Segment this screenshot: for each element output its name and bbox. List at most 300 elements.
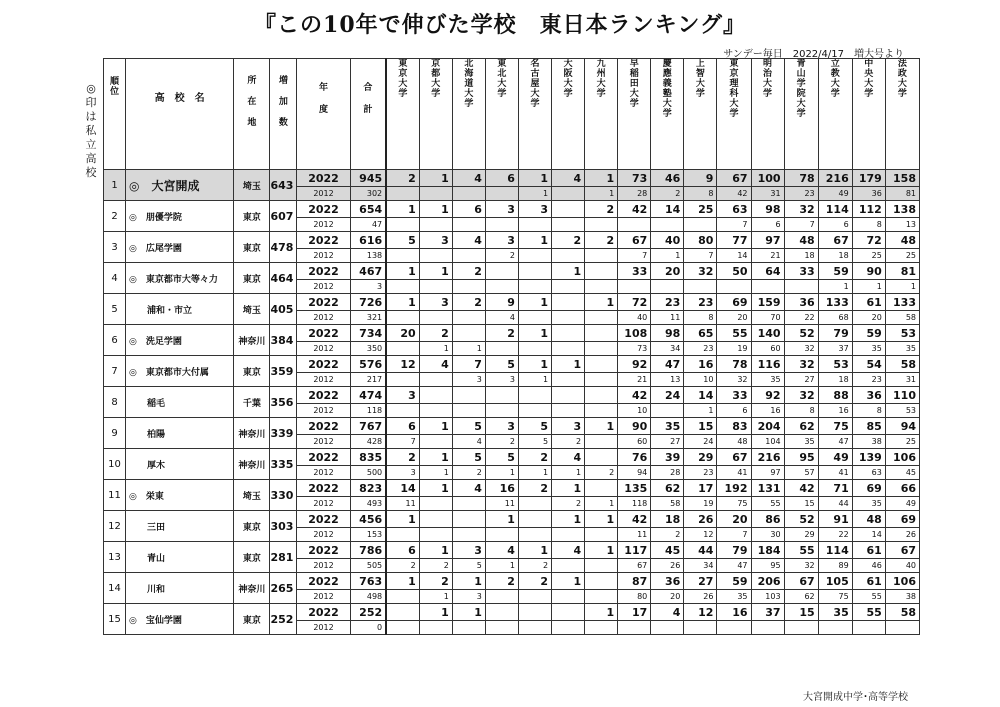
header-university: 東 京 理 科 大 学	[717, 59, 751, 170]
year-cell: 2022	[297, 325, 350, 342]
count-cell: 34	[651, 342, 684, 356]
count-cell: 1	[552, 480, 585, 497]
count-cell: 2	[552, 497, 585, 511]
total-cell: 3	[350, 280, 386, 294]
school-name: 川和	[126, 573, 234, 604]
increase-cell: 265	[270, 573, 297, 604]
count-cell: 31	[751, 187, 784, 201]
count-cell: 192	[717, 480, 751, 497]
count-cell: 49	[818, 187, 852, 201]
rank-cell: 8	[104, 387, 126, 418]
count-cell: 50	[717, 263, 751, 280]
table-row	[104, 604, 920, 621]
total-cell: 767	[350, 418, 386, 435]
ranking-table	[103, 58, 920, 635]
count-cell: 27	[784, 373, 818, 387]
count-cell: 97	[751, 466, 784, 480]
count-cell	[552, 604, 585, 621]
total-cell: 217	[350, 373, 386, 387]
count-cell: 1	[386, 201, 419, 218]
count-cell	[518, 280, 551, 294]
count-cell: 1	[452, 604, 485, 621]
count-cell: 25	[885, 435, 919, 449]
count-cell	[518, 311, 551, 325]
count-cell: 65	[684, 325, 717, 342]
count-cell: 133	[885, 294, 919, 311]
count-cell: 67	[618, 232, 651, 249]
count-cell: 112	[852, 201, 885, 218]
count-cell: 8	[852, 218, 885, 232]
count-cell: 5	[452, 559, 485, 573]
count-cell: 78	[784, 170, 818, 187]
count-cell	[419, 187, 452, 201]
increase-cell: 607	[270, 201, 297, 232]
increase-cell: 359	[270, 356, 297, 387]
count-cell: 55	[751, 497, 784, 511]
count-cell: 18	[818, 373, 852, 387]
increase-cell: 335	[270, 449, 297, 480]
school-name: ◎ 東京都市大付属	[126, 356, 234, 387]
count-cell: 216	[818, 170, 852, 187]
count-cell	[552, 373, 585, 387]
count-cell: 37	[751, 604, 784, 621]
count-cell: 24	[651, 387, 684, 404]
count-cell: 48	[852, 511, 885, 528]
count-cell: 46	[651, 170, 684, 187]
count-cell: 9	[684, 170, 717, 187]
count-cell	[585, 325, 618, 342]
count-cell	[552, 187, 585, 201]
count-cell: 59	[818, 263, 852, 280]
private-school-note: ◎ 印 は 私 立 高 校	[85, 82, 97, 179]
count-cell: 3	[419, 294, 452, 311]
location-cell: 東京	[234, 232, 270, 263]
table-row	[104, 387, 920, 404]
count-cell	[452, 311, 485, 325]
count-cell: 2	[585, 201, 618, 218]
count-cell	[552, 294, 585, 311]
total-cell: 252	[350, 604, 386, 621]
count-cell	[419, 511, 452, 528]
year-cell: 2022	[297, 542, 350, 559]
count-cell: 131	[751, 480, 784, 497]
count-cell: 38	[885, 590, 919, 604]
count-cell: 61	[852, 573, 885, 590]
count-cell: 37	[818, 342, 852, 356]
count-cell	[585, 573, 618, 590]
count-cell: 58	[885, 311, 919, 325]
count-cell: 7	[386, 435, 419, 449]
count-cell	[419, 387, 452, 404]
count-cell: 1	[386, 511, 419, 528]
count-cell: 4	[419, 356, 452, 373]
count-cell	[419, 621, 452, 635]
count-cell: 2	[651, 528, 684, 542]
location-cell: 東京	[234, 542, 270, 573]
count-cell: 1	[585, 294, 618, 311]
count-cell: 1	[419, 604, 452, 621]
count-cell	[552, 342, 585, 356]
count-cell	[585, 263, 618, 280]
count-cell: 2	[419, 573, 452, 590]
count-cell: 1	[419, 480, 452, 497]
table-row	[104, 201, 920, 218]
header-university: 慶 應 義 塾 大 学	[651, 59, 684, 170]
count-cell: 2	[452, 263, 485, 280]
header-school: 高 校 名	[126, 59, 234, 170]
count-cell: 44	[818, 497, 852, 511]
count-cell: 3	[386, 466, 419, 480]
count-cell: 106	[885, 573, 919, 590]
count-cell: 7	[717, 528, 751, 542]
count-cell: 5	[386, 232, 419, 249]
count-cell: 206	[751, 573, 784, 590]
count-cell: 79	[717, 542, 751, 559]
increase-cell: 281	[270, 542, 297, 573]
count-cell: 2	[552, 435, 585, 449]
count-cell	[651, 218, 684, 232]
count-cell: 32	[784, 342, 818, 356]
count-cell	[518, 249, 551, 263]
count-cell: 48	[784, 232, 818, 249]
count-cell: 92	[751, 387, 784, 404]
count-cell: 72	[852, 232, 885, 249]
count-cell: 1	[419, 466, 452, 480]
header-university: 名 古 屋 大 学	[518, 59, 551, 170]
total-cell: 498	[350, 590, 386, 604]
count-cell: 36	[784, 294, 818, 311]
count-cell: 140	[751, 325, 784, 342]
count-cell: 6	[452, 201, 485, 218]
total-cell: 493	[350, 497, 386, 511]
header-university: 早 稲 田 大 学	[618, 59, 651, 170]
count-cell: 80	[618, 590, 651, 604]
count-cell	[585, 387, 618, 404]
count-cell	[452, 218, 485, 232]
count-cell: 4	[552, 449, 585, 466]
count-cell: 16	[717, 604, 751, 621]
count-cell: 71	[818, 480, 852, 497]
count-cell	[386, 342, 419, 356]
count-cell: 1	[419, 590, 452, 604]
school-name: ◎ 大宮開成	[126, 170, 234, 201]
header-university: 法 政 大 学	[885, 59, 919, 170]
school-name: 青山	[126, 542, 234, 573]
count-cell: 75	[818, 590, 852, 604]
count-cell: 23	[684, 294, 717, 311]
count-cell: 204	[751, 418, 784, 435]
total-cell: 0	[350, 621, 386, 635]
year-cell: 2012	[297, 528, 350, 542]
count-cell: 59	[717, 573, 751, 590]
count-cell: 9	[485, 294, 518, 311]
rank-cell: 2	[104, 201, 126, 232]
count-cell	[717, 621, 751, 635]
count-cell: 26	[885, 528, 919, 542]
header-rank: 順 位	[104, 59, 126, 170]
header-increase: 増 加 数	[270, 59, 297, 170]
count-cell: 52	[784, 325, 818, 342]
count-cell: 7	[784, 218, 818, 232]
count-cell: 2	[552, 232, 585, 249]
page-title: 『この10年で伸びた学校 東日本ランキング』	[254, 12, 746, 38]
count-cell: 14	[852, 528, 885, 542]
count-cell: 36	[852, 387, 885, 404]
count-cell: 31	[885, 373, 919, 387]
count-cell: 3	[452, 590, 485, 604]
count-cell: 4	[452, 480, 485, 497]
count-cell	[452, 280, 485, 294]
count-cell: 35	[651, 418, 684, 435]
increase-cell: 252	[270, 604, 297, 635]
count-cell	[751, 621, 784, 635]
count-cell: 25	[684, 201, 717, 218]
count-cell: 3	[485, 418, 518, 435]
count-cell	[386, 604, 419, 621]
count-cell: 4	[452, 170, 485, 187]
count-cell: 66	[885, 480, 919, 497]
count-cell	[585, 480, 618, 497]
count-cell: 8	[784, 404, 818, 418]
count-cell: 1	[518, 325, 551, 342]
header-university: 東 京 大 学	[386, 59, 419, 170]
count-cell	[485, 604, 518, 621]
year-cell: 2022	[297, 449, 350, 466]
count-cell	[518, 263, 551, 280]
count-cell: 61	[852, 294, 885, 311]
count-cell: 4	[485, 311, 518, 325]
count-cell: 20	[651, 263, 684, 280]
header-university: 北 海 道 大 学	[452, 59, 485, 170]
year-cell: 2022	[297, 604, 350, 621]
count-cell: 1	[386, 263, 419, 280]
count-cell	[585, 449, 618, 466]
table-row	[104, 418, 920, 435]
count-cell	[552, 218, 585, 232]
header-total: 合 計	[350, 59, 386, 170]
count-cell: 44	[684, 542, 717, 559]
count-cell	[585, 249, 618, 263]
count-cell: 62	[784, 590, 818, 604]
count-cell: 135	[618, 480, 651, 497]
count-cell: 13	[885, 218, 919, 232]
year-cell: 2012	[297, 187, 350, 201]
count-cell	[651, 404, 684, 418]
count-cell: 6	[717, 404, 751, 418]
rank-cell: 5	[104, 294, 126, 325]
footer-credit: 大宮開成中学･高等学校	[803, 692, 908, 703]
count-cell: 85	[852, 418, 885, 435]
count-cell: 2	[518, 559, 551, 573]
count-cell: 91	[818, 511, 852, 528]
rank-cell: 3	[104, 232, 126, 263]
count-cell: 11	[386, 497, 419, 511]
count-cell: 42	[618, 511, 651, 528]
count-cell: 22	[784, 311, 818, 325]
count-cell: 68	[818, 311, 852, 325]
count-cell: 33	[717, 387, 751, 404]
count-cell	[852, 621, 885, 635]
count-cell: 3	[518, 201, 551, 218]
location-cell: 埼玉	[234, 480, 270, 511]
year-cell: 2022	[297, 232, 350, 249]
count-cell: 11	[618, 528, 651, 542]
count-cell: 2	[518, 573, 551, 590]
count-cell: 49	[818, 449, 852, 466]
count-cell: 6	[485, 170, 518, 187]
count-cell: 106	[885, 449, 919, 466]
school-name: 三田	[126, 511, 234, 542]
count-cell	[518, 497, 551, 511]
count-cell: 63	[852, 466, 885, 480]
count-cell: 20	[386, 325, 419, 342]
count-cell: 63	[717, 201, 751, 218]
count-cell: 114	[818, 542, 852, 559]
count-cell: 103	[751, 590, 784, 604]
count-cell: 13	[651, 373, 684, 387]
count-cell: 5	[485, 356, 518, 373]
count-cell: 3	[485, 373, 518, 387]
count-cell: 2	[585, 466, 618, 480]
total-cell: 576	[350, 356, 386, 373]
count-cell: 1	[419, 263, 452, 280]
table-row	[104, 325, 920, 342]
count-cell: 17	[618, 604, 651, 621]
year-cell: 2012	[297, 559, 350, 573]
count-cell: 2	[585, 232, 618, 249]
count-cell: 64	[751, 263, 784, 280]
count-cell: 23	[684, 466, 717, 480]
location-cell: 埼玉	[234, 170, 270, 201]
table-row	[104, 511, 920, 528]
year-cell: 2012	[297, 218, 350, 232]
header-university: 立 教 大 学	[818, 59, 852, 170]
school-name: ◎ 栄東	[126, 480, 234, 511]
count-cell: 23	[784, 187, 818, 201]
count-cell: 1	[552, 263, 585, 280]
total-cell: 835	[350, 449, 386, 466]
count-cell: 4	[452, 435, 485, 449]
count-cell: 25	[852, 249, 885, 263]
count-cell: 16	[818, 404, 852, 418]
count-cell: 18	[651, 511, 684, 528]
count-cell: 216	[751, 449, 784, 466]
rank-cell: 4	[104, 263, 126, 294]
count-cell: 5	[518, 435, 551, 449]
count-cell: 88	[818, 387, 852, 404]
total-cell: 456	[350, 511, 386, 528]
table-row	[104, 232, 920, 249]
total-cell: 467	[350, 263, 386, 280]
header-university: 中 央 大 学	[852, 59, 885, 170]
count-cell: 67	[618, 559, 651, 573]
count-cell: 138	[885, 201, 919, 218]
rank-cell: 6	[104, 325, 126, 356]
year-cell: 2012	[297, 404, 350, 418]
rank-cell: 11	[104, 480, 126, 511]
count-cell	[452, 404, 485, 418]
count-cell	[485, 387, 518, 404]
count-cell: 73	[618, 342, 651, 356]
increase-cell: 339	[270, 418, 297, 449]
count-cell: 139	[852, 449, 885, 466]
count-cell	[419, 528, 452, 542]
count-cell	[618, 621, 651, 635]
count-cell	[419, 497, 452, 511]
count-cell	[452, 325, 485, 342]
count-cell: 7	[452, 356, 485, 373]
count-cell	[552, 590, 585, 604]
count-cell: 29	[684, 449, 717, 466]
count-cell	[485, 528, 518, 542]
count-cell: 47	[818, 435, 852, 449]
table-row	[104, 356, 920, 373]
total-cell: 153	[350, 528, 386, 542]
count-cell: 2	[386, 449, 419, 466]
header-university: 京 都 大 学	[419, 59, 452, 170]
count-cell	[651, 280, 684, 294]
count-cell: 15	[784, 497, 818, 511]
count-cell: 46	[852, 559, 885, 573]
count-cell: 4	[651, 604, 684, 621]
count-cell: 21	[618, 373, 651, 387]
total-cell: 654	[350, 201, 386, 218]
total-cell: 350	[350, 342, 386, 356]
total-cell: 500	[350, 466, 386, 480]
count-cell	[552, 311, 585, 325]
count-cell: 67	[717, 170, 751, 187]
count-cell: 26	[684, 590, 717, 604]
count-cell: 5	[452, 418, 485, 435]
count-cell: 53	[885, 325, 919, 342]
increase-cell: 643	[270, 170, 297, 201]
count-cell: 2	[386, 170, 419, 187]
year-cell: 2012	[297, 590, 350, 604]
year-cell: 2022	[297, 418, 350, 435]
count-cell: 25	[885, 249, 919, 263]
count-cell: 3	[452, 542, 485, 559]
count-cell	[485, 342, 518, 356]
increase-cell: 303	[270, 511, 297, 542]
school-name: ◎ 朋優学院	[126, 201, 234, 232]
count-cell: 60	[618, 435, 651, 449]
count-cell: 32	[684, 263, 717, 280]
count-cell: 12	[684, 604, 717, 621]
count-cell: 70	[751, 311, 784, 325]
count-cell	[585, 404, 618, 418]
count-cell: 36	[651, 573, 684, 590]
table-row	[104, 263, 920, 280]
count-cell: 2	[485, 435, 518, 449]
count-cell: 116	[751, 356, 784, 373]
rank-cell: 13	[104, 542, 126, 573]
header-year: 年 度	[297, 59, 350, 170]
count-cell	[552, 387, 585, 404]
count-cell: 179	[852, 170, 885, 187]
count-cell: 3	[485, 201, 518, 218]
count-cell: 2	[485, 325, 518, 342]
count-cell: 26	[684, 511, 717, 528]
count-cell	[386, 528, 419, 542]
increase-cell: 330	[270, 480, 297, 511]
count-cell: 62	[651, 480, 684, 497]
count-cell: 72	[618, 294, 651, 311]
count-cell: 2	[651, 187, 684, 201]
count-cell: 14	[386, 480, 419, 497]
count-cell: 1	[452, 573, 485, 590]
count-cell: 98	[651, 325, 684, 342]
count-cell: 114	[818, 201, 852, 218]
